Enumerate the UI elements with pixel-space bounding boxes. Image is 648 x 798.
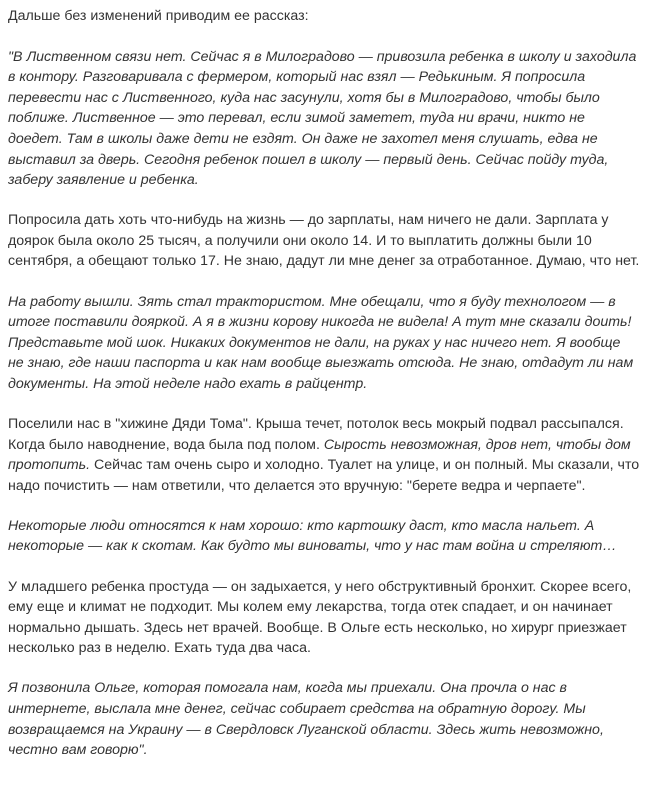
article-body — [8, 6, 640, 761]
article-paragraph-1 — [8, 47, 640, 191]
paragraph-text-segment: Некоторые люди относятся к нам хорошо: кто картошку даст, кто масла нальет. А некоторые — как к скотам. Как будто мы виноваты, что у нас там война и стреляют… — [8, 517, 617, 555]
paragraph-text-segment: Сейчас там очень сыро и холодно. Туалет на улице, и он полный. Мы сказали, что надо почистить — нам ответили, что делается это вручную: "берете ведра и черпаете". — [8, 457, 640, 494]
paragraph-text-segment: Попросила дать хоть что-нибудь на жизнь — до зарплаты, нам ничего не дали. Зарплата у доярок была около 25 тысяч, а получили они около 14. И то выплатить должны были 10 сентября, а обещают только 17. Не знаю, дадут ли мне денег за отработанное. Думаю, что нет. — [8, 212, 640, 270]
paragraph-text-segment: У младшего ребенка простуда — он задыхается, у него обструктивный бронхит. Скорее всего, ему еще и климат не подходит. Мы колем ему лекарства, тогда отек спадает, и он начинает нормально дышать. Здесь нет врачей. Вообще. В Ольге есть несколько, но хирург приезжает несколько раз в неделю. Ехать туда два часа. — [8, 578, 632, 657]
article-paragraph-6 — [8, 577, 640, 659]
paragraph-text-segment: "В Лиственном связи нет. Сейчас я в Милоградово — привозила ребенка в школу и заходила в контору. Разговаривала с фермером, который нас взял — Редькиным. Я попросила перевести нас с Лиственного, куда нас засунули, хотя бы в Милоградово, чтобы было поближе. Лиственное — это перевал, если зимой заметет, туда ни врачи, никто не доедет. Там в школы даже дети не ездят. Он даже не захотел меня слушать, едва не выставил за дверь. Сегодня ребенок пошел в школу — первый день. Сейчас пойду туда, заберу заявление и ребенка. — [8, 48, 637, 189]
article-paragraph-2 — [8, 210, 640, 272]
paragraph-text-segment: Я позвонила Ольге, которая помогала нам, когда мы приехали. Она прочла о нас в интернете, выслала мне денег, сейчас собирает средства на обратную дорогу. Мы возвращаемся на Украину — в Свердловск Луганской области. Здесь жить невозможно, честно вам говорю". — [8, 680, 604, 759]
article-paragraphs — [8, 47, 640, 761]
article-intro: Дальше без изменений приводим ее рассказ: — [8, 8, 309, 24]
article-paragraph-7 — [8, 678, 640, 760]
article-paragraph-3 — [8, 292, 640, 395]
article-paragraph-4 — [8, 414, 640, 496]
paragraph-text-segment: Сырость невозможная, дров нет, чтобы дом протопить. — [8, 436, 631, 474]
paragraph-text-segment: Поселили нас в "хижине Дяди Тома". Крыша течет, потолок весь мокрый подвал рассыпался. Когда было наводнение, вода была под полом. — [8, 416, 624, 453]
paragraph-text-segment: На работу вышли. Зять стал трактористом. Мне обещали, что я буду технологом — в итоге поставили дояркой. А я в жизни корову никогда не видела! А тут мне сказали доить! Представьте мой шок. Никаких документов не дали, на руках у нас ничего нет. Я вообще не знаю, где наши паспорта и как нам вообще выезжать отсюда. Не знаю, отдадут ли нам документы. На этой неделе надо ехать в райцентр. — [8, 293, 634, 392]
article-paragraph-5 — [8, 516, 640, 557]
